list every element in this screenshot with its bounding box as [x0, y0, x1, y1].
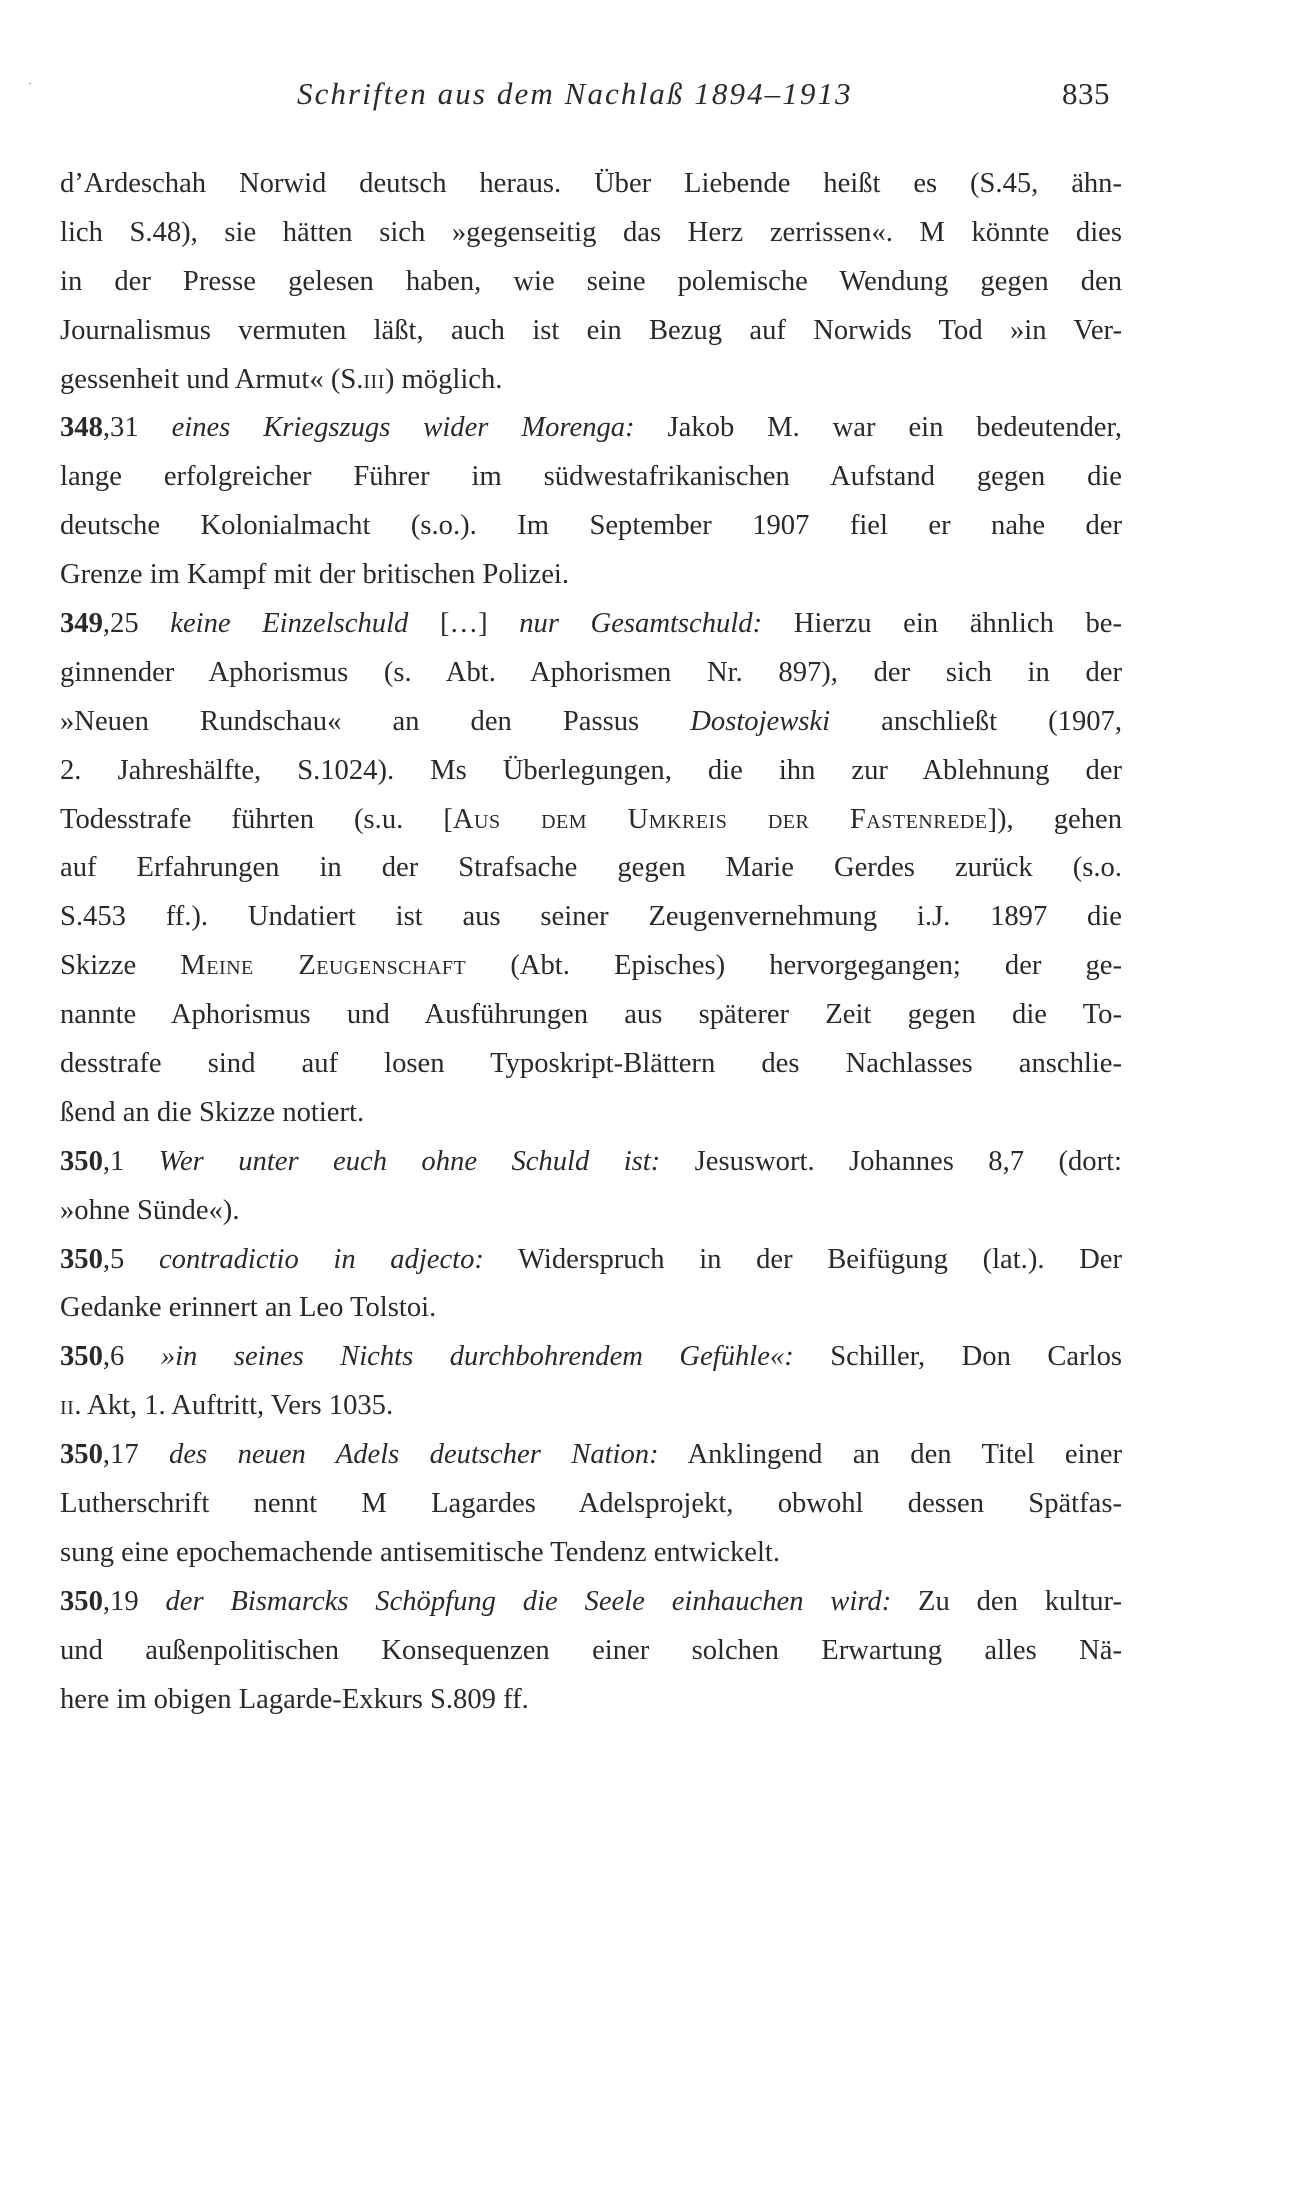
text-run: deutsche Kolonialmacht (s.o.). Im September 1907 fiel er nahe der [60, 510, 1122, 542]
text-run: auf Erfahrungen in der Strafsache gegen Marie Gerdes zurück (s.o. [60, 852, 1122, 884]
text-line [60, 747, 1122, 796]
text-run: lich S.48), sie hätten sich »gegenseitig das Herz zerrissen«. M könnte dies [60, 216, 1122, 248]
text-line [60, 1529, 1122, 1578]
text-run: nannte Aphorismus und Ausführungen aus späterer Zeit gegen die To- [60, 999, 1122, 1031]
text-line [60, 209, 1122, 258]
text-run: Zu den kultur- [891, 1585, 1122, 1617]
lemma-italic: keine Einzelschuld [170, 608, 409, 640]
text-run: ) möglich. [384, 363, 503, 395]
running-title: Schriften aus dem Nachlaß 1894–1913 [297, 76, 853, 111]
text-line [60, 600, 1122, 649]
note-line-reference: 348 [60, 412, 103, 444]
text-line [60, 1187, 1122, 1236]
text-run: Widerspruch in der Beifügung (lat.). Der [483, 1243, 1122, 1275]
text-line [60, 502, 1122, 551]
text-line [60, 1138, 1122, 1187]
text-run: Schiller, Don Carlos [793, 1341, 1122, 1373]
text-line [60, 1040, 1122, 1089]
text-line [60, 1480, 1122, 1529]
text-line [60, 1236, 1122, 1285]
text-run: ,6 [102, 1341, 161, 1373]
note-line-reference: 350 [60, 1243, 103, 1275]
text-line [60, 356, 1122, 405]
text-run: S.453 ff.). Undatiert ist aus seiner Zeugenvernehmung i.J. 1897 die [60, 901, 1122, 933]
text-line [60, 404, 1122, 453]
note-line-reference: 350 [60, 1585, 103, 1617]
text-run: ßend an die Skizze notiert. [60, 1096, 365, 1128]
text-run: Gedanke erinnert an Leo Tolstoi. [60, 1292, 437, 1324]
text-line [60, 649, 1122, 698]
small-caps-text: Meine Zeugenschaft [180, 950, 467, 982]
text-line [60, 1382, 1122, 1431]
text-run: Journalismus vermuten läßt, auch ist ein Bezug auf Norwids Tod »in Ver- [60, 314, 1122, 346]
text-run: 2. Jahreshälfte, S.1024). Ms Überlegungen, die ihn zur Ablehnung der [60, 754, 1122, 786]
text-run: […] [408, 608, 520, 640]
lemma-italic: nur Gesamtschuld: [519, 608, 763, 640]
text-run: ,31 [102, 412, 172, 444]
text-line [60, 844, 1122, 893]
text-run: in der Presse gelesen haben, wie seine polemische Wendung gegen den [60, 265, 1122, 297]
text-line [60, 893, 1122, 942]
text-run: gessenheit und Armut« (S. [60, 363, 364, 395]
text-run: d’Ardeschah Norwid deutsch heraus. Über Liebende heißt es (S.45, ähn- [60, 168, 1122, 199]
text-run: und außenpolitischen Konsequenzen einer solchen Erwartung alles Nä- [60, 1634, 1122, 1666]
text-run: ,25 [102, 608, 171, 640]
lemma-italic: Dostojewski [690, 705, 831, 737]
lemma-italic: der Bismarcks Schöpfung die Seele einhauchen wird: [165, 1585, 892, 1617]
commentary-body [60, 160, 1122, 1725]
text-line [60, 991, 1122, 1040]
text-run: Lutherschrift nennt M Lagardes Adelsprojekt, obwohl dessen Spätfas- [60, 1488, 1122, 1520]
text-run: here im obigen Lagarde-Exkurs S.809 ff. [60, 1683, 529, 1715]
text-line [60, 453, 1122, 502]
text-run: desstrafe sind auf losen Typoskript-Blättern des Nachlasses anschlie- [60, 1048, 1122, 1080]
text-run: Jakob M. war ein bedeutender, [634, 412, 1123, 444]
text-line [60, 258, 1122, 307]
text-run: sung eine epochemachende antisemitische Tendenz entwickelt. [60, 1536, 780, 1568]
text-run: ,1 [102, 1145, 159, 1177]
text-run: . Akt, 1. Auftritt, Vers 1035. [74, 1390, 394, 1422]
text-run: ,19 [102, 1585, 166, 1617]
text-line [60, 1627, 1122, 1676]
text-line [60, 160, 1122, 209]
text-run: ginnender Aphorismus (s. Abt. Aphorismen Nr. 897), der sich in der [60, 656, 1122, 688]
text-run: lange erfolgreicher Führer im südwestafrikanischen Aufstand gegen die [60, 461, 1122, 493]
text-run: »ohne Sünde«). [60, 1194, 240, 1226]
page-number: 835 [1062, 76, 1110, 111]
note-line-reference: 350 [60, 1439, 103, 1471]
text-run: Jesuswort. Johannes 8,7 (dort: [660, 1145, 1122, 1177]
text-line [60, 1431, 1122, 1480]
text-line [60, 942, 1122, 991]
lemma-italic: des neuen Adels deutscher Nation: [169, 1439, 659, 1471]
text-line [60, 796, 1122, 845]
lemma-italic: eines Kriegszugs wider Morenga: [171, 412, 635, 444]
text-run: Skizze [60, 950, 181, 982]
lemma-italic: contradictio in adjecto: [158, 1243, 484, 1275]
text-run: ,5 [102, 1243, 159, 1275]
text-line [60, 1333, 1122, 1382]
lemma-italic: »in seines Nichts durchbohrendem Gefühle«: [160, 1341, 794, 1373]
text-run: ,17 [102, 1439, 170, 1471]
text-line [60, 1089, 1122, 1138]
text-run: Todesstrafe führten (s.u. [ [60, 803, 453, 835]
text-run: anschließt (1907, [830, 705, 1122, 737]
text-line [60, 1578, 1122, 1627]
text-run: ]), gehen [987, 803, 1122, 835]
small-caps-text: iii [363, 363, 385, 395]
lemma-italic: Wer unter euch ohne Schuld ist: [158, 1145, 661, 1177]
text-run: Hierzu ein ähnlich be- [762, 608, 1122, 640]
text-line [60, 1284, 1122, 1333]
note-line-reference: 349 [60, 608, 103, 640]
text-run: Anklingend an den Titel einer [658, 1439, 1122, 1471]
text-run: Grenze im Kampf mit der britischen Polizei. [60, 559, 569, 591]
text-line [60, 551, 1122, 600]
note-line-reference: 350 [60, 1145, 103, 1177]
note-line-reference: 350 [60, 1341, 103, 1373]
text-line [60, 698, 1122, 747]
small-caps-text: Aus dem Umkreis der Fastenrede [452, 803, 988, 835]
scan-speck [29, 83, 31, 84]
small-caps-text: ii [60, 1390, 75, 1422]
text-run: »Neuen Rundschau« an den Passus [60, 705, 691, 737]
text-run: (Abt. Episches) hervorgegangen; der ge- [466, 950, 1122, 982]
text-line [60, 1676, 1122, 1725]
text-line [60, 307, 1122, 356]
